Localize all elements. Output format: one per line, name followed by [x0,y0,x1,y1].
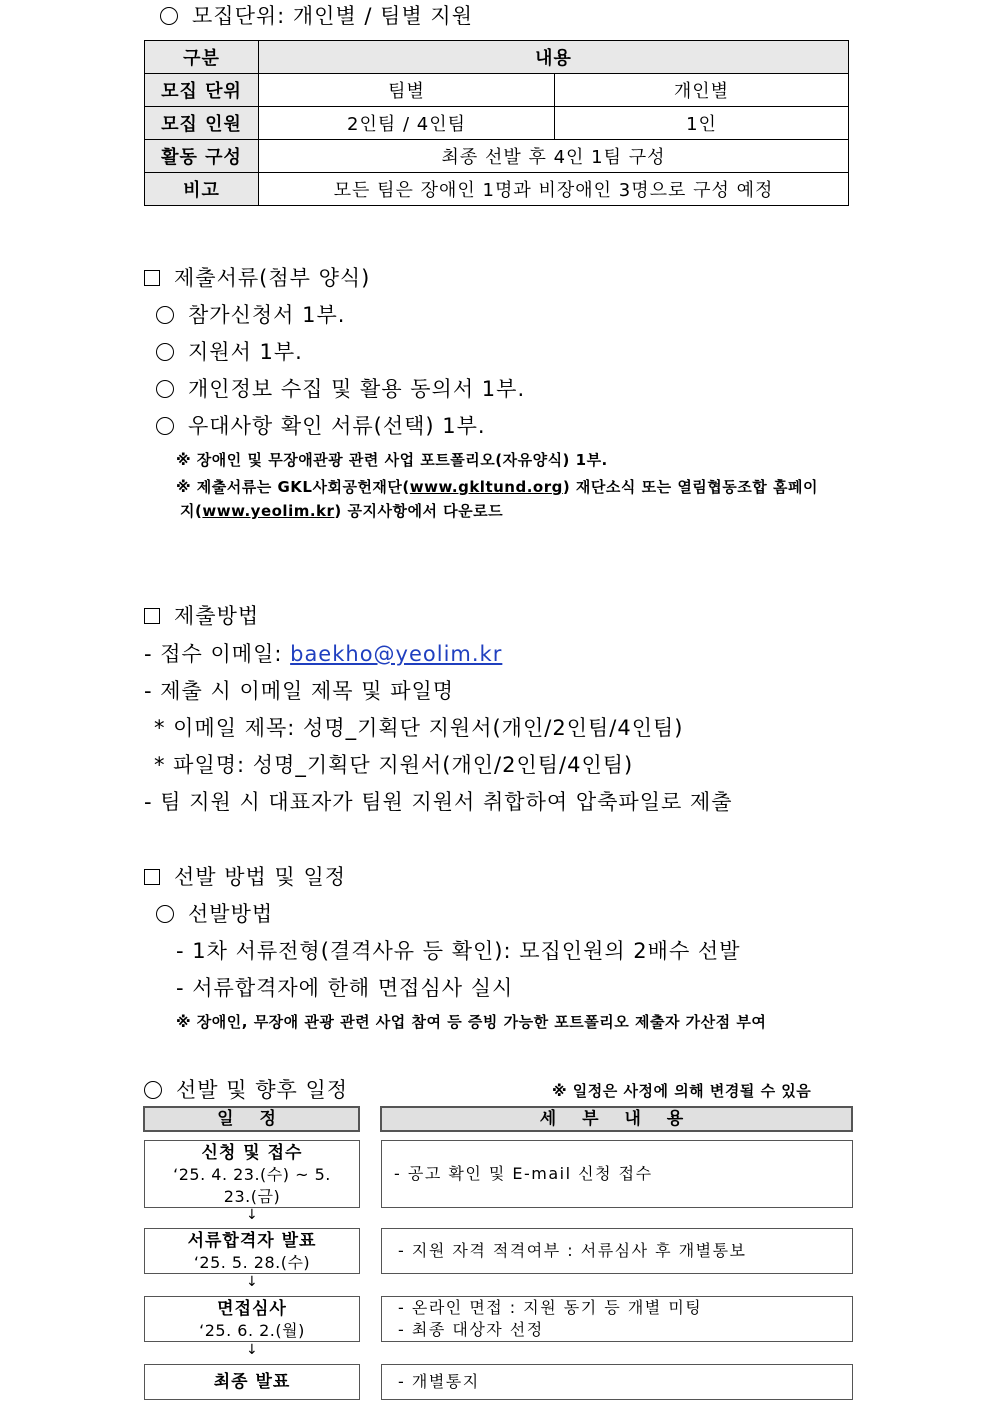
top-heading: 모집단위: 개인별 / 팀별 지원 [160,0,473,30]
schedule-detail-box [381,1364,853,1400]
method-line: * 파일명: 성명_기획단 지원서(개인/2인팀/4인팀) [154,753,634,777]
step-title: 최종 발표 [213,1372,291,1392]
step-title: 면접심사 [217,1299,287,1319]
email-link[interactable]: baekho@yeolim.kr [290,642,503,666]
table-cell: 최종 선발 후 4인 1팀 구성 [259,140,849,173]
schedule-header-right: 세 부 내 용 [380,1106,853,1132]
recruit-table [144,40,849,206]
table-header-cell: 구분 [145,41,259,74]
docs-note: ※ 장애인 및 무장애관광 관련 사업 포트폴리오(자유양식) 1부. [176,451,608,469]
selection-step: - 1차 서류전형(결격사유 등 확인): 모집인원의 2배수 선발 [176,939,741,963]
docs-item: 참가신청서 1부. [156,299,345,329]
circle-bullet-icon [156,905,174,923]
method-title: 제출방법 [144,600,259,630]
circle-bullet-icon [156,343,174,361]
table-cell: 팀별 [259,74,555,107]
step-detail: - 온라인 면접 : 지원 동기 등 개별 미팅 [398,1298,703,1317]
gkl-link[interactable]: www.gkltund.org [409,478,563,496]
docs-item: 개인정보 수집 및 활용 동의서 1부. [156,373,525,403]
square-bullet-icon [144,608,160,624]
step-detail: - 지원 자격 적격여부 : 서류심사 후 개별통보 [398,1241,747,1260]
step-title: 서류합격자 발표 [187,1231,317,1251]
schedule-detail-box [381,1140,853,1208]
row-label: 활동 구성 [145,140,259,173]
table-cell: 개인별 [555,74,849,107]
schedule-step-box [144,1140,360,1208]
circle-bullet-icon [156,306,174,324]
schedule-detail-box [381,1296,853,1342]
down-arrow-icon: ↓ [246,1342,258,1358]
docs-note: ※ 제출서류는 GKL사회공헌재단(www.gkltund.org) 재단소식 또는 열림협동조합 홈페이 [176,478,818,496]
down-arrow-icon: ↓ [246,1274,258,1290]
square-bullet-icon [144,270,160,286]
docs-note: 지(www.yeolim.kr) 공지사항에서 다운로드 [180,502,504,520]
table-header-cell: 내용 [259,41,849,74]
table-cell: 2인팀 / 4인팀 [259,107,555,140]
circle-bullet-icon [156,417,174,435]
selection-step: - 서류합격자에 한해 면접심사 실시 [176,976,514,1000]
step-title: 신청 및 접수 [201,1143,303,1163]
table-cell: 모든 팀은 장애인 1명과 비장애인 3명으로 구성 예정 [259,173,849,206]
method-line: - 팀 지원 시 대표자가 팀원 지원서 취합하여 압축파일로 제출 [144,790,733,814]
table-cell: 1인 [555,107,849,140]
docs-item: 지원서 1부. [156,336,303,366]
schedule-step-box [144,1364,360,1400]
table-row [145,173,849,206]
yeolim-link[interactable]: www.yeolim.kr [202,502,335,520]
step-date: 23.(금) [223,1187,281,1206]
step-date: ‘25. 4. 23.(수) ~ 5. [173,1165,331,1184]
circle-bullet-icon [156,380,174,398]
down-arrow-icon: ↓ [246,1207,258,1223]
table-row [145,140,849,173]
schedule-header-left: 일 정 [143,1106,360,1132]
schedule-detail-box [381,1228,853,1274]
step-detail: - 개별통지 [398,1372,480,1391]
table-header-row [145,41,849,74]
circle-bullet-icon [160,7,178,25]
table-row [145,107,849,140]
schedule-title: 선발 및 향후 일정 [144,1074,348,1104]
selection-sub: 선발방법 [156,898,273,928]
square-bullet-icon [144,869,160,885]
schedule-step-box [144,1228,360,1274]
method-line: - 제출 시 이메일 제목 및 파일명 [144,679,455,703]
step-date: ‘25. 5. 28.(수) [193,1253,311,1272]
docs-title: 제출서류(첨부 양식) [144,262,370,292]
circle-bullet-icon [144,1081,162,1099]
method-email-line: - 접수 이메일: baekho@yeolim.kr [144,642,503,666]
step-detail: - 공고 확인 및 E-mail 신청 접수 [394,1164,653,1183]
table-row [145,74,849,107]
step-date: ‘25. 6. 2.(월) [199,1321,305,1340]
row-label: 비고 [145,173,259,206]
row-label: 모집 단위 [145,74,259,107]
step-detail: - 최종 대상자 선정 [398,1320,544,1339]
schedule-step-box [144,1296,360,1342]
selection-title: 선발 방법 및 일정 [144,861,346,891]
row-label: 모집 인원 [145,107,259,140]
docs-item: 우대사항 확인 서류(선택) 1부. [156,410,486,440]
selection-note: ※ 장애인, 무장애 관광 관련 사업 참여 등 증빙 가능한 포트폴리오 제출자 가산점 부여 [176,1013,767,1031]
method-line: * 이메일 제목: 성명_기획단 지원서(개인/2인팀/4인팀) [154,716,684,740]
schedule-note: ※ 일정은 사정에 의해 변경될 수 있음 [552,1082,812,1100]
